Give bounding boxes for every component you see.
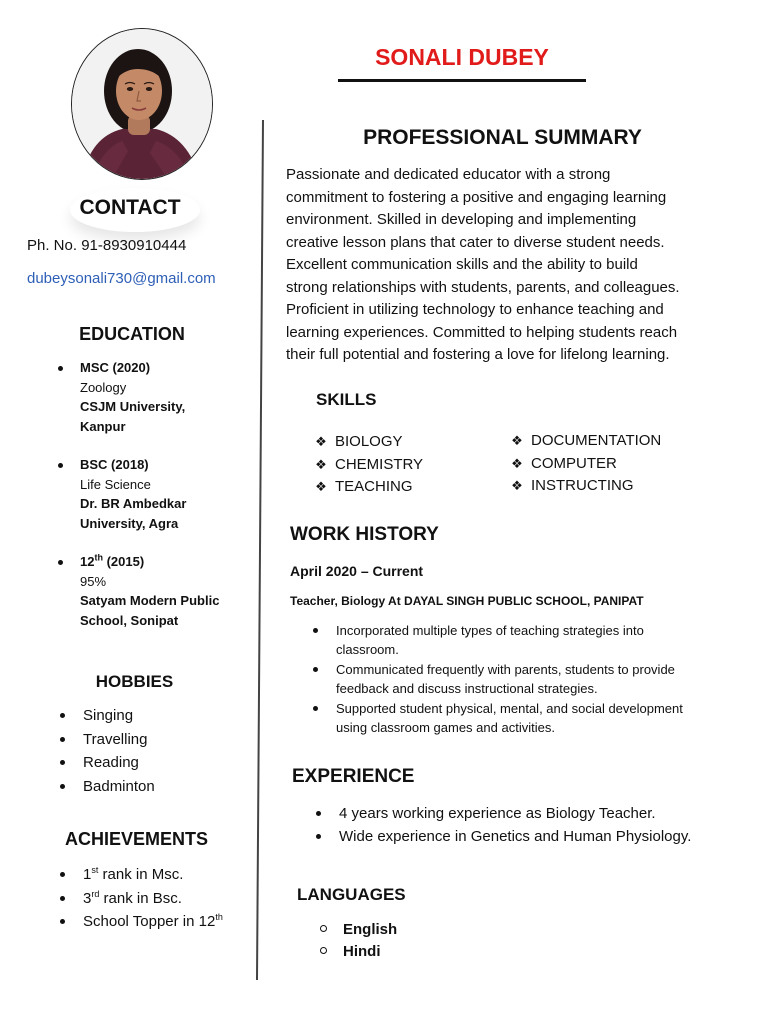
work-duty-item: Incorporated multiple types of teaching strategies into classroom. bbox=[313, 621, 733, 659]
language-item: English bbox=[320, 919, 397, 941]
experience-item: Wide experience in Genetics and Human Physiology. bbox=[316, 826, 691, 849]
bullet-icon bbox=[58, 560, 63, 565]
bullet-icon bbox=[58, 366, 63, 371]
education-institution: Satyam Modern Public bbox=[80, 593, 220, 608]
languages-heading: LANGUAGES bbox=[297, 885, 406, 904]
skills-heading: SKILLS bbox=[316, 390, 377, 409]
diamond-bullet-icon: ❖ bbox=[315, 456, 327, 472]
achievement-item: 3rd rank in Bsc. bbox=[60, 887, 223, 911]
languages-list bbox=[320, 919, 397, 963]
diamond-bullet-icon: ❖ bbox=[315, 434, 327, 450]
summary-line: their full potential and fostering a love for lifelong learning. bbox=[286, 346, 670, 363]
email-link[interactable]: dubeysonali730@gmail.com bbox=[27, 270, 216, 287]
summary-line: creative lesson plans that cater to diverse student needs. bbox=[286, 233, 665, 251]
education-institution: CSJM University, bbox=[80, 399, 186, 414]
contact-heading: CONTACT bbox=[79, 196, 181, 219]
hobbies-list bbox=[60, 704, 155, 798]
candidate-name: SONALI DUBEY bbox=[375, 44, 549, 70]
skill-item: ❖ INSTRUCTING bbox=[510, 475, 661, 498]
education-heading: EDUCATION bbox=[79, 324, 185, 344]
work-date-range: April 2020 – Current bbox=[290, 563, 424, 579]
education-item bbox=[80, 455, 186, 533]
education-institution: Kanpur bbox=[80, 418, 126, 434]
hobby-item: Travelling bbox=[60, 728, 155, 752]
education-institution: Dr. BR Ambedkar bbox=[80, 496, 187, 511]
hobbies-heading: HOBBIES bbox=[95, 672, 174, 691]
work-role: Teacher, Biology At DAYAL SINGH PUBLIC SCHOOL, PANIPAT bbox=[290, 594, 644, 608]
skill-item: ❖ CHEMISTRY bbox=[314, 454, 423, 477]
education-degree: BSC (2018) bbox=[80, 457, 149, 472]
skill-item: ❖ DOCUMENTATION bbox=[510, 430, 661, 453]
diamond-bullet-icon: ❖ bbox=[315, 479, 327, 495]
education-field: 95% bbox=[80, 573, 107, 589]
work-duties-list bbox=[313, 621, 733, 738]
diamond-bullet-icon: ❖ bbox=[511, 455, 523, 471]
summary-line: learning experiences. Committed to helping students reach bbox=[286, 323, 678, 341]
hobby-item: Badminton bbox=[60, 775, 155, 799]
work-history-heading: WORK HISTORY bbox=[290, 524, 439, 545]
summary-line: strong relationships with students, parents, and colleagues. bbox=[286, 278, 680, 296]
bullet-icon bbox=[58, 463, 63, 468]
achievement-item: 1st rank in Msc. bbox=[60, 863, 223, 887]
work-duty-item: Communicated frequently with parents, students to provide feedback and discuss instructional strategies. bbox=[313, 660, 733, 698]
hobby-item: Reading bbox=[60, 751, 155, 775]
phone-number: Ph. No. 91-8930910444 bbox=[27, 237, 187, 254]
summary-line: environment. Skilled in developing and implementing bbox=[286, 211, 637, 228]
name-underline bbox=[338, 79, 586, 82]
experience-item: 4 years working experience as Biology Teacher. bbox=[316, 803, 691, 826]
experience-list bbox=[316, 803, 691, 849]
summary-heading: PROFESSIONAL SUMMARY bbox=[363, 126, 642, 149]
summary-line: Proficient in utilizing technology to enhance teaching and bbox=[286, 301, 664, 318]
education-item bbox=[80, 358, 185, 436]
education-institution: School, Sonipat bbox=[80, 612, 179, 628]
education-institution: University, Agra bbox=[80, 515, 179, 531]
achievement-item: School Topper in 12th bbox=[60, 910, 223, 934]
skill-item: ❖ COMPUTER bbox=[510, 453, 661, 476]
language-item: Hindi bbox=[320, 941, 397, 963]
profile-photo bbox=[71, 28, 213, 180]
work-duty-item: Supported student physical, mental, and social development using classroom games and activities. bbox=[313, 699, 733, 737]
skill-item: ❖ TEACHING bbox=[314, 476, 423, 499]
education-item bbox=[80, 552, 219, 630]
achievements-list bbox=[60, 863, 223, 934]
summary-line: Passionate and dedicated educator with a strong bbox=[286, 166, 611, 183]
diamond-bullet-icon: ❖ bbox=[511, 478, 523, 494]
summary-text bbox=[286, 164, 736, 367]
column-divider bbox=[256, 120, 264, 980]
achievements-heading: ACHIEVEMENTS bbox=[64, 829, 208, 849]
hobby-item: Singing bbox=[60, 704, 155, 728]
skills-column-2 bbox=[510, 430, 661, 498]
summary-line: commitment to fostering a positive and engaging learning bbox=[286, 188, 667, 206]
education-field: Zoology bbox=[80, 379, 127, 395]
diamond-bullet-icon: ❖ bbox=[511, 433, 523, 449]
education-degree: MSC (2020) bbox=[80, 360, 151, 375]
education-field: Life Science bbox=[80, 476, 151, 492]
education-degree: 12th (2015) bbox=[80, 552, 145, 569]
summary-line: Excellent communication skills and the ability to build bbox=[286, 256, 638, 273]
skills-column-1 bbox=[314, 431, 423, 499]
experience-heading: EXPERIENCE bbox=[292, 766, 415, 787]
skill-item: ❖ BIOLOGY bbox=[314, 431, 423, 454]
